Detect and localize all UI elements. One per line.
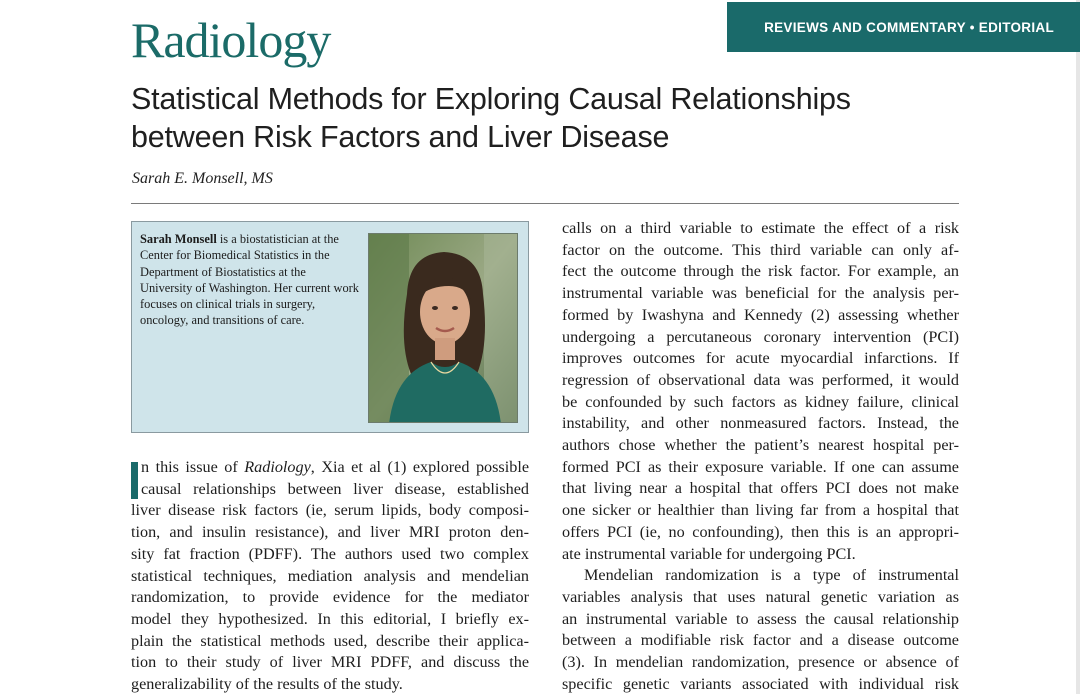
body-line: tion, and insulin resistance), and liver MRI proton den-: [131, 523, 529, 542]
drop-cap-bar: [131, 462, 138, 499]
body-line: specific genetic variants associated with individual risk: [562, 674, 959, 693]
body-line: Mendelian randomization is a type of instrumental: [584, 566, 959, 585]
body-line: offers PCI (ie, no confounding), then this is an appropri-: [562, 522, 959, 541]
body-line: calls on a third variable to estimate the effect of a risk: [562, 219, 959, 237]
body-column-left: [131, 457, 529, 696]
body-line: tion to their study of liver MRI PDFF, and discuss the: [131, 653, 529, 672]
author-bio-box: [131, 221, 529, 433]
section-tab: [727, 2, 1080, 52]
body-line: statistical techniques, mediation analysis and mendelian: [131, 566, 529, 585]
journal-logo: Radiology: [131, 12, 331, 68]
body-line: be confounded by such factors as kidney failure, clinical: [562, 392, 959, 411]
body-line: one sicker or healthier than living far from a hospital that: [562, 501, 959, 520]
author-photo: [368, 233, 518, 423]
body-line: between a modifiable risk factor and a disease outcome: [562, 631, 959, 650]
body-line: ate instrumental variable for undergoing PCI.: [562, 544, 856, 563]
body-line: an instrumental variable to assess the causal relationship: [562, 609, 959, 628]
bio-description: is a biostatistician at the Center for Biomedical Statistics in the Department of Biostatistics at the University of Washington. Her current work focuses on clinical trials in surgery, oncology, and transitions of care.: [140, 232, 360, 328]
article-title: [131, 80, 991, 156]
section-label: REVIEWS AND COMMENTARY • EDITORIAL: [764, 19, 1054, 35]
body-line: sity fat fraction (PDFF). The authors used two complex: [131, 544, 529, 563]
body-line: undergoing a percutaneous coronary intervention (PCI): [562, 327, 959, 346]
title-line-1: Statistical Methods for Exploring Causal Relationships: [131, 82, 851, 116]
body-line: that living near a hospital that offers PCI does not make: [562, 479, 959, 498]
journal-name-italic: Radiology: [244, 458, 311, 476]
page-edge: [1076, 0, 1080, 694]
bio-text: [140, 231, 360, 329]
body-line: generalizability of the results of the study.: [131, 675, 403, 694]
body-line: n this issue of Radiology, Xia et al (1) explored possible: [141, 458, 529, 476]
body-line: variables analysis that uses natural genetic variation as: [562, 587, 959, 606]
body-line: fect the outcome through the risk factor. For example, an: [562, 262, 959, 281]
body-line: improves outcomes for acute myocardial infarctions. If: [562, 349, 959, 368]
title-line-2: between Risk Factors and Liver Disease: [131, 120, 670, 154]
body-line: instability, and other nonmeasured factors. Instead, the: [562, 414, 959, 433]
body-line: causal relationships between liver disease, established: [141, 479, 529, 498]
bio-name: Sarah Monsell: [140, 232, 217, 246]
body-line: randomization, to provide evidence for the mediator: [131, 588, 529, 607]
body-line: plain the statistical methods used, describe their applica-: [131, 631, 529, 650]
body-line: authors chose whether the patient’s nearest hospital per-: [562, 436, 959, 455]
body-line: formed PCI as their exposure variable. If one can assume: [562, 457, 959, 476]
body-line: instrumental variable was beneficial for the analysis per-: [562, 284, 959, 303]
body-column-right: [562, 218, 959, 695]
body-line: (3). In mendelian randomization, presence or absence of: [562, 653, 959, 672]
body-line: formed by Iwashyna and Kennedy (2) assessing whether: [562, 305, 959, 324]
body-line: regression of observational data was performed, it would: [562, 370, 959, 389]
author-portrait-image: [369, 234, 518, 423]
body-line: model they hypothesized. In this editorial, I briefly ex-: [131, 609, 529, 628]
body-line: factor on the outcome. This third variable can only af-: [562, 240, 959, 259]
author-byline: Sarah E. Monsell, MS: [132, 170, 273, 187]
header-divider: [131, 203, 959, 204]
body-line: liver disease risk factors (ie, serum lipids, body composi-: [131, 501, 529, 520]
